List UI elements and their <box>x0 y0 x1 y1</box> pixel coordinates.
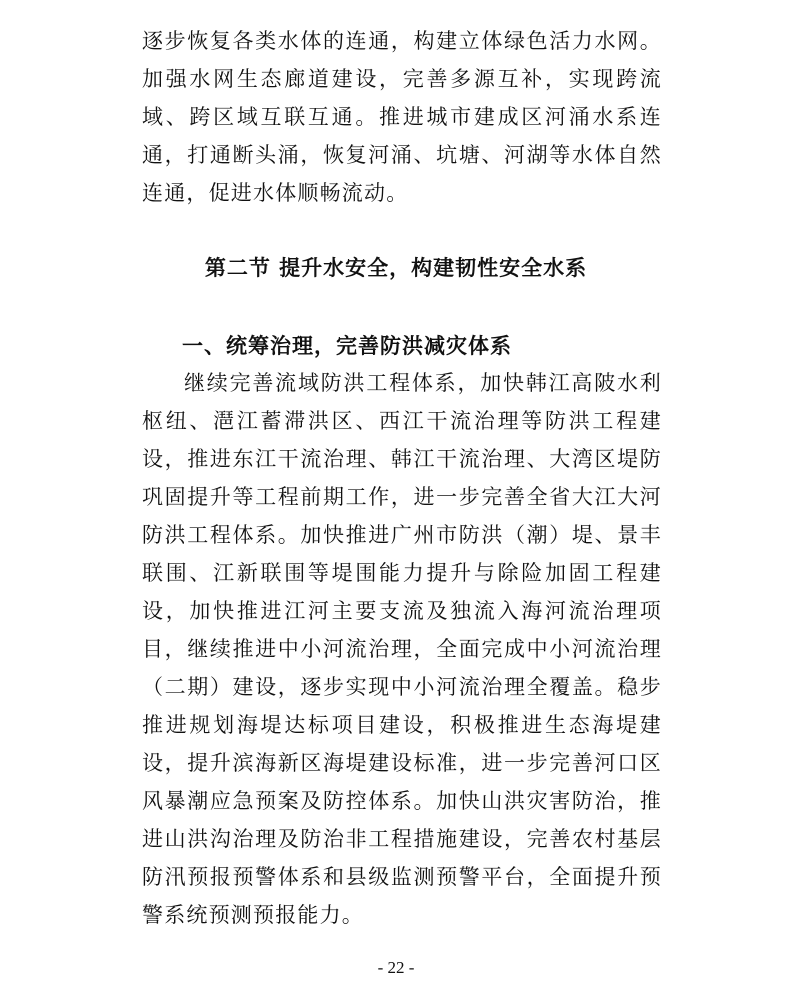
subsection-heading: 一、统筹治理，完善防洪减灾体系 <box>182 334 512 358</box>
body-paragraph: 继续完善流域防洪工程体系，加快韩江高陂水利枢纽、潖江蓄滞洪区、西江干流治理等防洪工程建设，推进东江干流治理、韩江干流治理、大湾区堤防巩固提升等工程前期工作，进一步完善全省大江大河防洪工程体系。加快推进广州市防洪（潮）堤、景丰联围、江新联围等堤围能力提升与除险加固工程建设，加快推进江河主要支流及独流入海河流治理项目，继续推进中小河流治理，全面完成中小河流治理（二期）建设，逐步实现中小河流治理全覆盖。稳步推进规划海堤达标项目建设，积极推进生态海堤建设，提升滨海新区海堤建设标准，进一步完善河口区风暴潮应急预案及防控体系。加快山洪灾害防治，推进山洪沟治理及防治非工程措施建设，完善农村基层防汛预报预警体系和县级监测预警平台，全面提升预警系统预测预报能力。 <box>142 371 662 927</box>
section-heading: 第二节 提升水安全，构建韧性安全水系 <box>204 256 588 280</box>
intro-paragraph: 逐步恢复各类水体的连通，构建立体绿色活力水网。加强水网生态廊道建设，完善多源互补，实现跨流域、跨区域互联互通。推进城市建成区河涌水系连通，打通断头涌，恢复河涌、坑塘、河湖等水体自然连通，促进水体顺畅流动。 <box>142 29 662 205</box>
page-number: - 22 - <box>377 958 415 977</box>
